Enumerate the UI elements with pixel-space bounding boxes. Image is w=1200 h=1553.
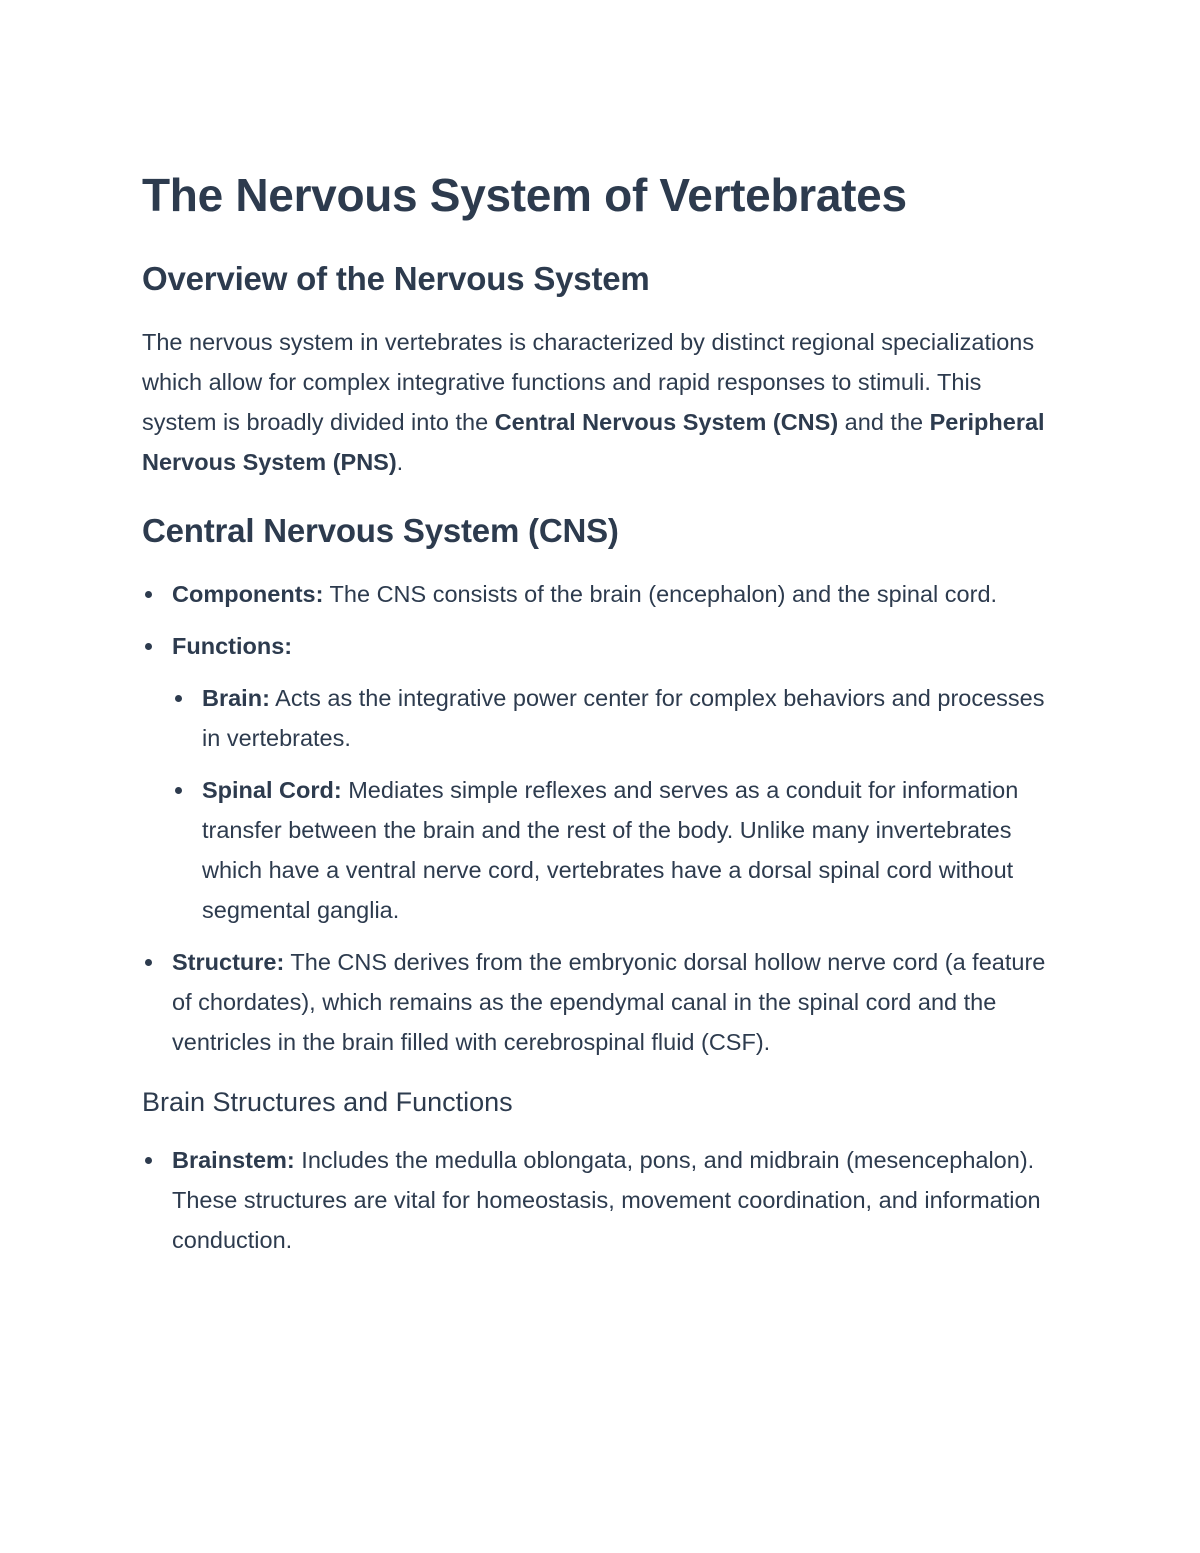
document-page bbox=[142, 166, 1062, 1272]
brain-structures-list bbox=[142, 1140, 1062, 1260]
structure-text: The CNS derives from the embryonic dorsal hollow nerve cord (a feature of chordates), which remains as the ependymal canal in the spinal cord and the ventricles in the brain filled with cerebrospinal fluid (CSF). bbox=[172, 949, 1046, 1055]
structure-label: Structure: bbox=[172, 949, 285, 975]
components-label: Components: bbox=[172, 581, 324, 607]
overview-text-2: and the bbox=[838, 409, 930, 435]
brainstem-text: Includes the medulla oblongata, pons, and midbrain (mesencephalon). These structures are vital for homeostasis, movement coordination, and information conduction. bbox=[172, 1147, 1041, 1253]
spinal-cord-text: Mediates simple reflexes and serves as a conduit for information transfer between the brain and the rest of the body. Unlike many invertebrates which have a ventral nerve cord, vertebrates have a dorsal spinal cord without segmental ganglia. bbox=[202, 777, 1019, 923]
list-item-brainstem bbox=[142, 1140, 1062, 1260]
cns-heading: Central Nervous System (CNS) bbox=[142, 512, 619, 549]
overview-cns-term: Central Nervous System (CNS) bbox=[494, 409, 839, 435]
list-item-functions bbox=[142, 626, 1062, 930]
page-title: The Nervous System of Vertebrates bbox=[142, 169, 907, 221]
list-item-structure bbox=[142, 942, 1062, 1062]
list-item-brain bbox=[172, 678, 1062, 758]
functions-sublist bbox=[172, 678, 1062, 930]
overview-pns-term: Peripheral Nervous System (PNS) bbox=[142, 409, 1045, 475]
spinal-cord-label: Spinal Cord: bbox=[202, 777, 342, 803]
cns-list bbox=[142, 574, 1062, 1062]
components-text: The CNS consists of the brain (encephalon) and the spinal cord. bbox=[323, 581, 998, 607]
overview-paragraph bbox=[142, 322, 1062, 482]
functions-label: Functions: bbox=[172, 633, 293, 659]
brainstem-label: Brainstem: bbox=[172, 1147, 295, 1173]
overview-text-3: . bbox=[396, 449, 404, 475]
brain-text: Acts as the integrative power center for complex behaviors and processes in vertebrates. bbox=[202, 685, 1045, 751]
list-item-components bbox=[142, 574, 1062, 614]
brain-label: Brain: bbox=[202, 685, 270, 711]
overview-heading: Overview of the Nervous System bbox=[142, 260, 650, 297]
brain-structures-heading: Brain Structures and Functions bbox=[142, 1087, 513, 1117]
overview-text-1: The nervous system in vertebrates is characterized by distinct regional specializations which allow for complex integrative functions and rapid responses to stimuli. This system is broadly divided into the bbox=[142, 329, 1035, 435]
list-item-spinal-cord bbox=[172, 770, 1062, 930]
